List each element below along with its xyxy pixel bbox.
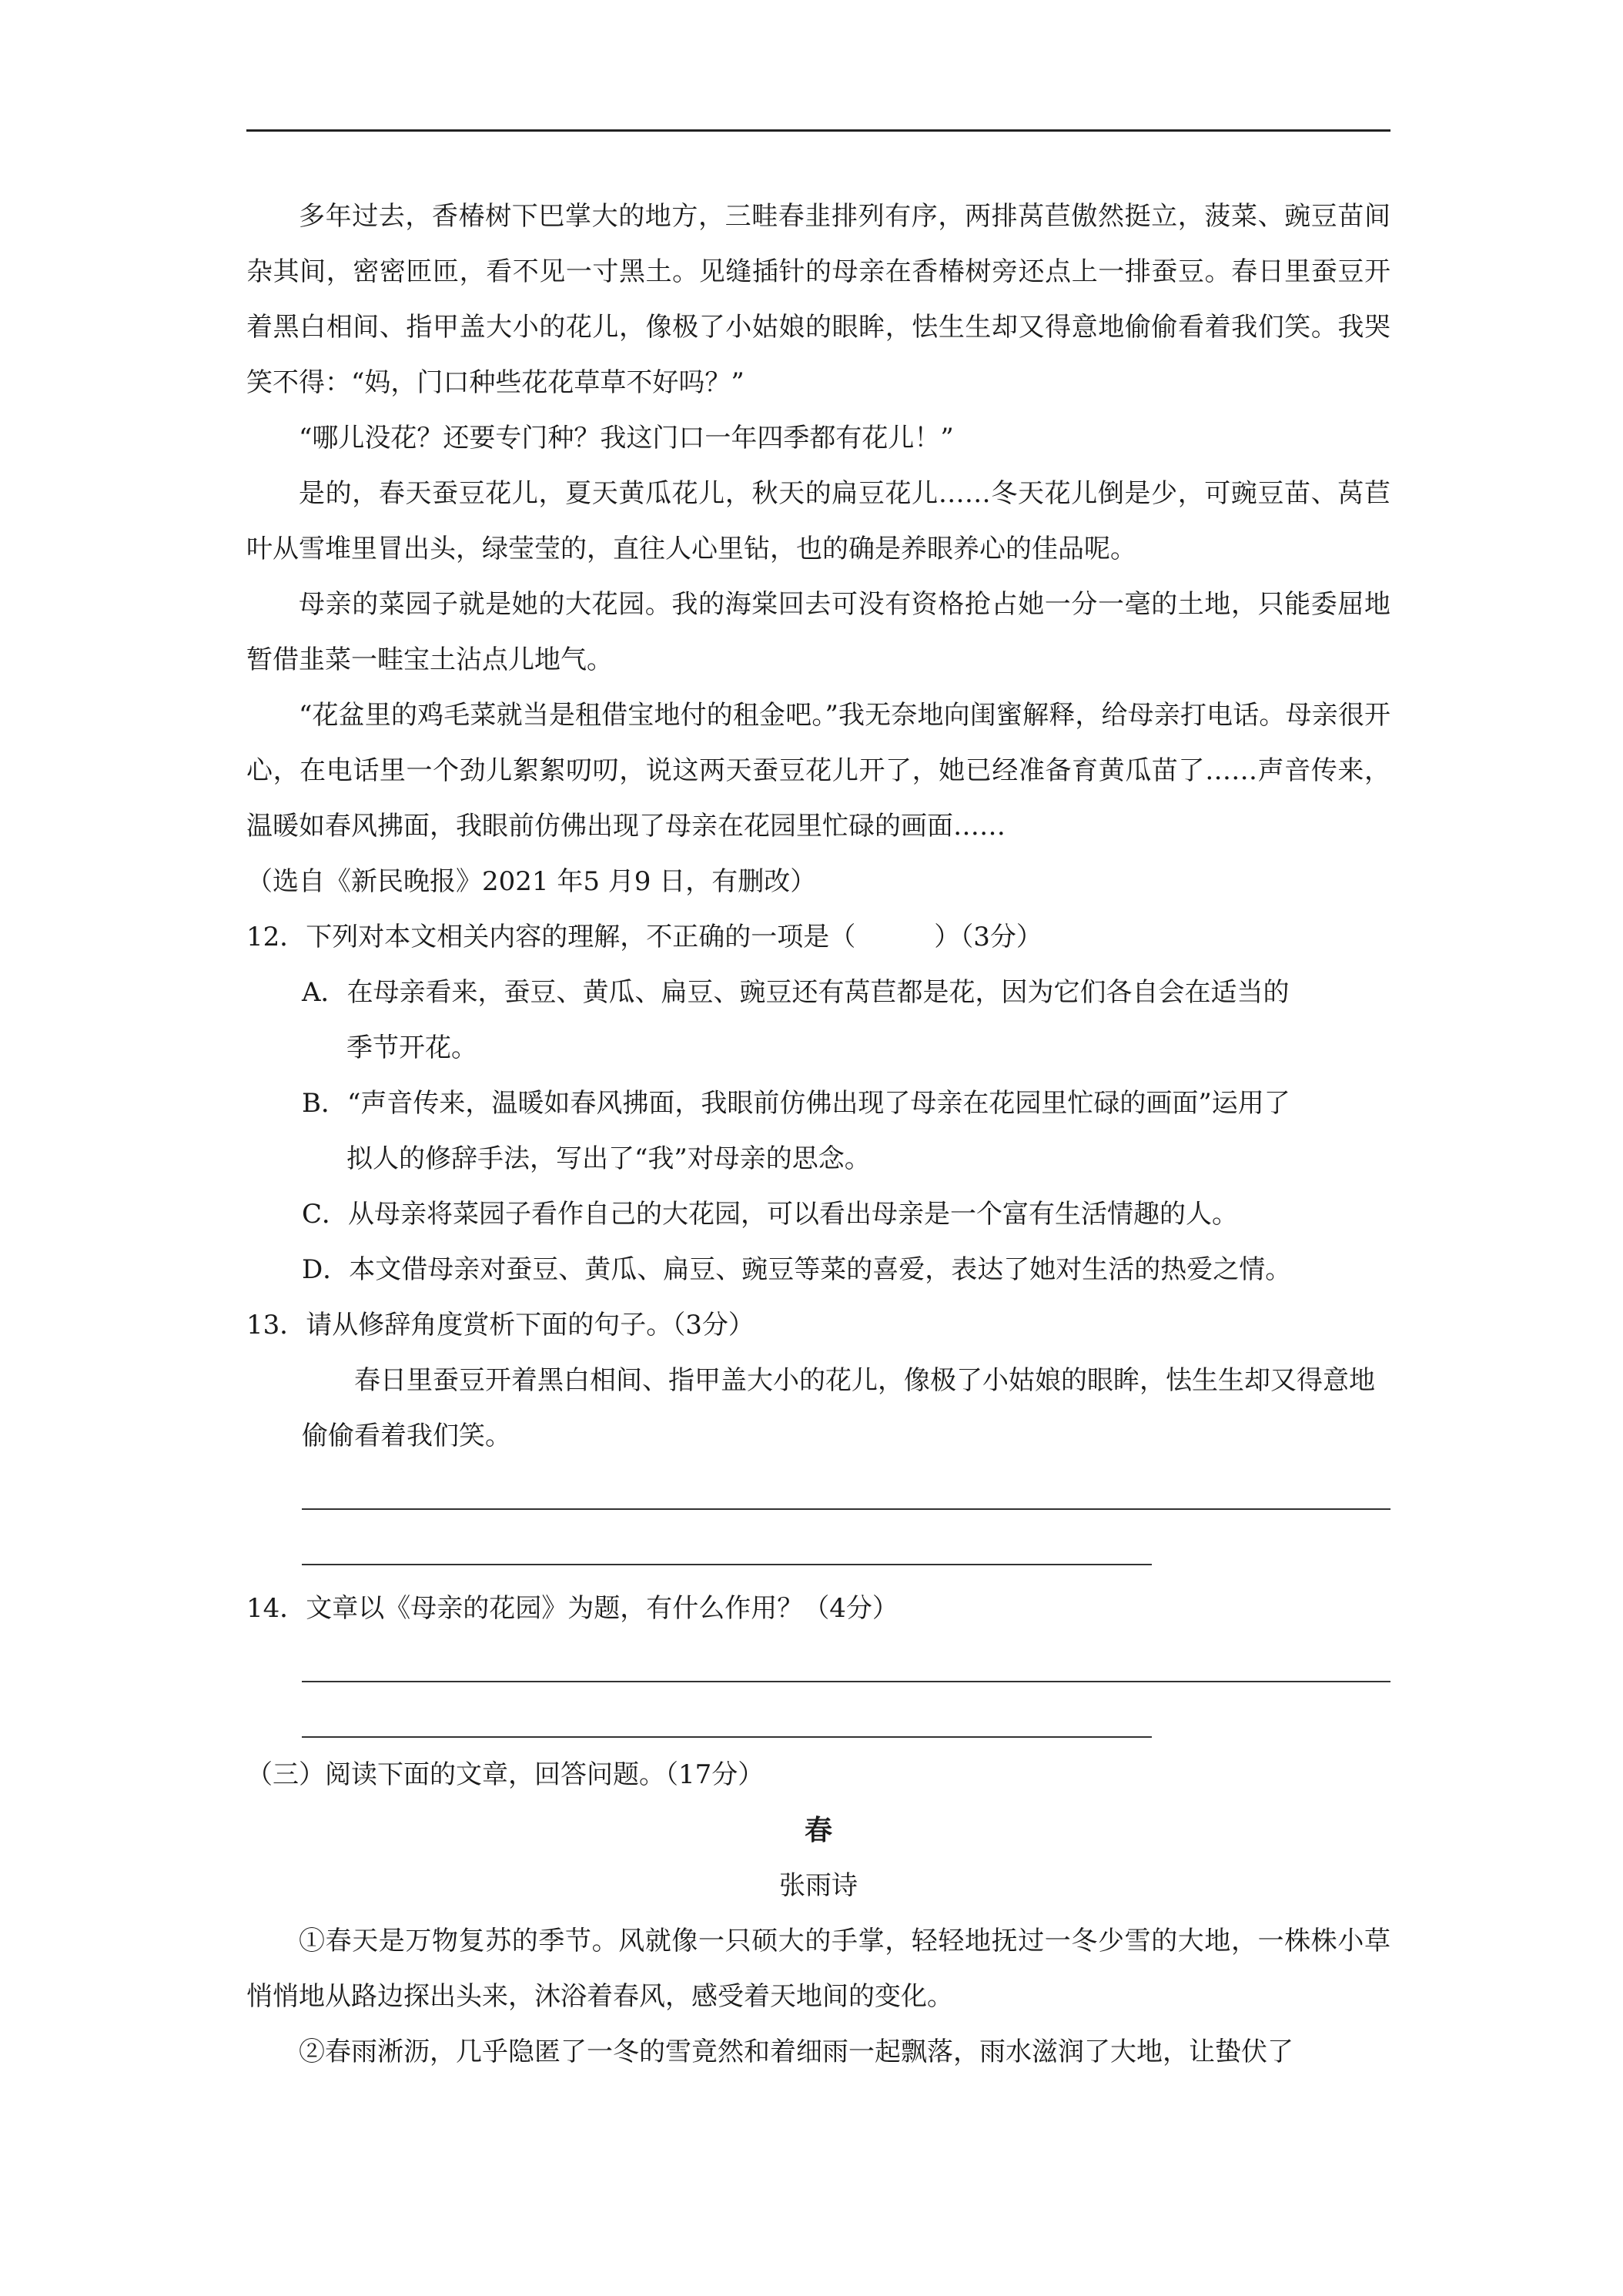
option-label: A． — [302, 977, 347, 1008]
question-12-option-d — [302, 1242, 1390, 1297]
question-14-stem: 14．文章以《母亲的花园》为题，有什么作用？（4分） — [246, 1593, 899, 1624]
question-12-option-a — [302, 965, 1390, 1076]
option-text: “声音传来，温暖如春风拂面，我眼前仿佛出现了母亲在花园里忙碌的画面”运用了 — [347, 1088, 1290, 1119]
option-text: 在母亲看来，蚕豆、黄瓜、扁豆、豌豆还有莴苣都是花，因为它们各自会在适当的 — [346, 977, 1290, 1008]
passage-paragraph: 母亲的菜园子就是她的大花园。我的海棠回去可没有资格抢占她一分一毫的土地，只能委屈地暂借韭菜一畦宝土沾点儿地气。 — [246, 589, 1390, 675]
source-citation: （选自《新民晚报》2021 年5 月9 日，有删改） — [246, 866, 817, 897]
article-author: 张雨诗 — [779, 1870, 858, 1901]
article-title: 春 — [804, 1814, 832, 1846]
option-text-continued: 拟人的修辞手法，写出了“我”对母亲的思念。 — [346, 1143, 871, 1174]
question-12-option-b — [302, 1076, 1390, 1186]
article-paragraph: ①春天是万物复苏的季节。风就像一只硕大的手掌，轻轻地抚过一冬少雪的大地，一株株小草悄悄地从路边探出头来，沐浴着春风，感受着天地间的变化。 — [246, 1926, 1390, 2012]
option-label: D． — [302, 1254, 350, 1285]
question-13-quote: 春日里蚕豆开着黑白相间、指甲盖大小的花儿，像极了小姑娘的眼眸，怯生生却又得意地偷偷看着我们笑。 — [302, 1365, 1375, 1451]
option-label: C． — [302, 1199, 349, 1230]
question-13-stem: 13．请从修辞角度赏析下面的句子。（3分） — [246, 1310, 755, 1340]
option-text: 从母亲将菜园子看作自己的大花园，可以看出母亲是一个富有生活情趣的人。 — [348, 1199, 1239, 1230]
option-text-continued: 季节开花。 — [346, 1033, 477, 1063]
question-12-stem: 12．下列对本文相关内容的理解，不正确的一项是（ ）（3分） — [246, 922, 1042, 952]
question-12-option-c — [302, 1186, 1390, 1242]
passage-paragraph: “哪儿没花？还要专门种？我这门口一年四季都有花儿！” — [299, 423, 954, 454]
passage-paragraph: 多年过去，香椿树下巴掌大的地方，三畦春韭排列有序，两排莴苣傲然挺立，菠菜、豌豆苗间杂其间，密密匝匝，看不见一寸黑土。见缝插针的母亲在香椿树旁还点上一排蚕豆。春日里蚕豆开着黑白相间、指甲盖大小的花儿，像极了小姑娘的眼眸，怯生生却又得意地偷偷看着我们笑。我哭笑不得：“妈，门口种些花花草草不好吗？” — [246, 201, 1390, 398]
passage-paragraph: “花盆里的鸡毛菜就当是租借宝地付的租金吧。”我无奈地向闺蜜解释，给母亲打电话。母亲很开心，在电话里一个劲儿絮絮叨叨，说这两天蚕豆花儿开了，她已经准备育黄瓜苗了……声音传来，温暖如春风拂面，我眼前仿佛出现了母亲在花园里忙碌的画面…… — [246, 700, 1390, 842]
document-content — [246, 189, 1390, 2080]
header-rule — [246, 129, 1390, 132]
article-paragraph: ②春雨淅沥，几乎隐匿了一冬的雪竟然和着细雨一起飘落，雨水滋润了大地，让蛰伏了 — [299, 2037, 1293, 2067]
section-3-heading: （三）阅读下面的文章，回答问题。（17分） — [246, 1759, 765, 1790]
passage-paragraph: 是的，春天蚕豆花儿，夏天黄瓜花儿，秋天的扁豆花儿……冬天花儿倒是少，可豌豆苗、莴苣叶从雪堆里冒出头，绿莹莹的，直往人心里钻，也的确是养眼养心的佳品呢。 — [246, 478, 1390, 564]
option-text: 本文借母亲对蚕豆、黄瓜、扁豆、豌豆等菜的喜爱，表达了她对生活的热爱之情。 — [349, 1254, 1292, 1285]
option-label: B． — [302, 1088, 347, 1119]
